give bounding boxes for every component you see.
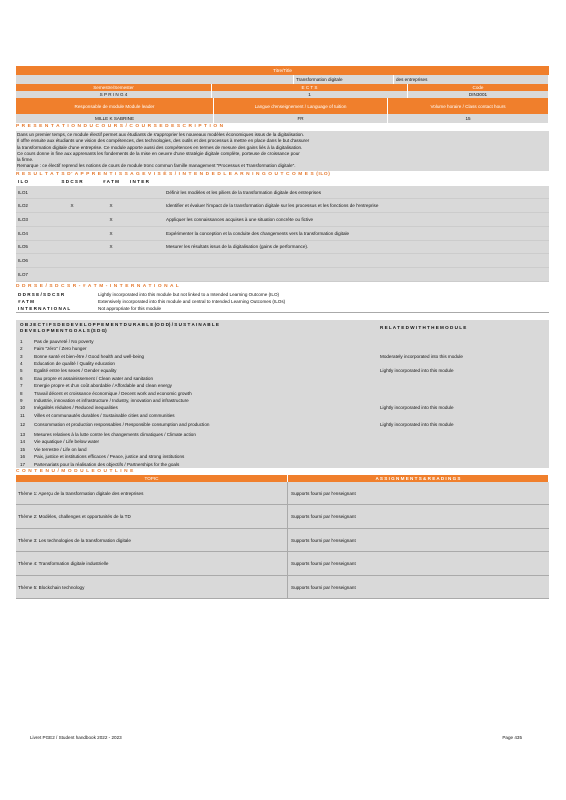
list-item: 14 Vie aquatique / Life below water: [20, 439, 100, 445]
table-row: Thème 4: Transformation digitale industrielle Supports fourni par l'enseignant: [16, 552, 549, 576]
content-header-row: [16, 475, 549, 482]
title-value-1: Transformation digitale: [294, 75, 394, 84]
list-item: 3 Bonne santé et bien-être / Good health and well-being Moderately incorporated into this module: [20, 353, 463, 359]
content-table: [16, 482, 549, 600]
volume-label: Volume horaire / Class contact hours: [388, 98, 549, 114]
content-heading: C O N T E N U / M O D U L E O U T L I N E: [16, 468, 134, 474]
table-row: ILO5 X Mesurer les résultats issus de la digitalisation (gains de performance).: [16, 241, 549, 255]
sdg-header: [16, 320, 549, 338]
title-label: Titre/Title: [273, 68, 292, 73]
legend-heading: D D R S E / S D C S R - # A T M - I N T E R N A T I O N A L: [16, 283, 180, 289]
legend-row: D D R S E / S D C S R Lightly incorporated into this module but not linked to a Intended Learning Outcome (ILO): [18, 291, 280, 297]
page-number: Page 435: [502, 735, 522, 740]
presentation-line: Dans un premier temps, ce module électif permet aux étudiants de s'approprier les nouveaux modèles économiques issus de la digitalisation.: [17, 132, 305, 137]
table-row: Thème 5: Blockchain technology Supports fourni par l'enseignant: [16, 576, 549, 600]
code-value: DIN3001: [408, 91, 549, 98]
language-label: Langue d'enseignement / Language of tuition: [214, 98, 388, 114]
presentation-line: la transformation digitale d'une entreprise. Ce module apporte aussi des compétences en termes de mesure des gains liés à la digitalisation.: [17, 144, 303, 150]
list-item: 1 Pas de pauvreté / No poverty: [20, 338, 94, 344]
ects-value: 1: [212, 91, 408, 98]
list-item: 2 Faim "zéro" / Zero hunger: [20, 346, 87, 352]
legend-row: # A T M Extensively incorporated into this module and central to Intended Learning Outcomes (ILOs): [18, 298, 286, 304]
topic-label: TOPIC: [16, 475, 288, 482]
presentation-line: Ce cours donne in fine aux apprenants les fondements de la mise en oeuvre d'une stratégie digitale complète, porteuse de croissance pour: [17, 150, 300, 156]
legend-table: [16, 291, 549, 313]
ects-label: E C T S: [212, 84, 408, 91]
footer-handbook: Livret PGE2 / Student handbook 2022 - 2023: [30, 735, 122, 740]
list-item: 4 Education de qualité / Quality education: [20, 360, 115, 366]
sdg-related-heading: R E L A T E D W I T H T H E M O D U L E: [380, 324, 467, 330]
ilo-table: [16, 186, 549, 282]
syllabus-page: [16, 66, 549, 599]
table-row: ILO6: [16, 254, 549, 268]
language-value: FR: [214, 114, 388, 123]
ilo-col-header: I L O: [18, 179, 29, 185]
table-row: ILO7: [16, 268, 549, 282]
semester-value-row: [16, 91, 549, 98]
hours-value: 15: [388, 114, 549, 123]
title-value-row: [16, 75, 549, 84]
semester-label: Semestre/Semester: [16, 84, 212, 91]
presentation-line: Il offre ensuite aux étudiants une vision des compétences, des technologies, des outils et des processus à mettre en place dans le but d'assurer: [17, 138, 310, 144]
assignments-label: A S S I G N M E N T S & R E A D I N G S: [288, 475, 549, 482]
list-item: 16 Paix, justice et institutions efficaces / Peace, justice and strong institutions: [20, 454, 185, 460]
semester-value: S P R I N G 4: [16, 91, 212, 98]
table-row: Thème 2: Modèles, challenges et opportunités de la TD Supports fourni par l'enseignant: [16, 505, 549, 529]
atm-col-header: # A T M: [103, 179, 119, 185]
list-item: 10 Inégalités réduites / Reduced inequalities Lightly incorporated into this module: [20, 405, 454, 411]
list-item: 7 Energie propre et d'un coût abordable / Affordable and clean energy: [20, 383, 172, 389]
title-value-2: des entreprises: [394, 75, 549, 84]
title-label-row: [16, 66, 549, 75]
ilo-header-row: [16, 178, 549, 186]
presentation-text: [16, 131, 549, 171]
list-item: 8 Travail décent et croissance économique / Decent work and economic growth: [20, 390, 192, 396]
sdg-heading-1: O B J E C T I F S D E D E V E L O P P E M E N T D U R A B L E (O D D) / S U S T A I N A B L E: [20, 321, 219, 327]
sdcsr-col-header: S D C S R: [61, 179, 83, 185]
table-row: ILO2 X X Identifier et évaluer l'impact de la transformation digitale sur les processus et les fonctions de l'entreprise: [16, 199, 549, 213]
code-label: Code: [408, 84, 549, 91]
list-item: 11 Villes et communautés durables / Sustainable cities and communities: [20, 412, 175, 418]
leader-value: MILLE K SABRINE: [16, 114, 214, 123]
table-row: ILO1 Définir les modèles et les piliers de la transformation digitale des entreprises: [16, 186, 549, 200]
responsable-label: Responsable de module Module leader: [16, 98, 214, 114]
table-row: Thème 1: Aperçu de la transformation digitale des entreprises Supports fourni par l'enseignant: [16, 482, 549, 506]
inter-col-header: I N T E R: [130, 179, 149, 185]
sdg-heading-2: D E V E L O P M E N T G O A L S (S D G): [20, 328, 107, 334]
leader-label-row: [16, 98, 549, 114]
list-item: 9 Industrie, innovation et infrastructure / Industry, innovation and infrastructure: [20, 397, 189, 403]
presentation-line: la firme.: [17, 157, 34, 163]
list-item: 13 Mesures relatives à la lutte contre les changements climatiques / Climate action: [20, 432, 196, 438]
list-item: 5 Egalité entre les sexes / Gender equality Lightly incorporated into this module: [20, 368, 454, 374]
table-row: ILO4 X Expérimenter la conception et la conduite des changements vers la transformation digitale: [16, 227, 549, 241]
ilo-heading: R E S U L T A T S D' A P P R E N T I S S A G E V I S É S / I N T E N D E D L E A R N I N G O U T C O M E S (ILO): [16, 171, 331, 177]
table-row: Thème 3: Les technologies de la transformation digitale Supports fourni par l'enseignant: [16, 529, 549, 553]
leader-value-row: [16, 114, 549, 123]
table-row: ILO3 X Appliquer les connaissances acquises à une situation concrète ou fictive: [16, 213, 549, 227]
presentation-line: Remarque : ce électif reprend les notions de cours de module tronc commun famille management "Processus et Transformation digitale".: [17, 163, 296, 169]
sdg-table: [16, 320, 549, 468]
list-item: 17 Partenariats pour la réalisation des objectifs / Partnerships for the goals: [20, 461, 180, 467]
list-item: 12 Consommation et production responsables / Responsible consumption and production Lightly incorporated into this module: [20, 422, 454, 428]
list-item: 15 Vie terrestre / Life on land: [20, 446, 87, 452]
page-footer: [30, 735, 522, 740]
legend-row: I N T E R N A T I O N A L Not appropriate for this module: [18, 305, 162, 311]
presentation-heading: P R E S E N T A T I O N D U C O U R S / C O U R S E D E S C R I P T I O N: [16, 124, 224, 129]
list-item: 6 Eau propre et assainissement / Clean water and sanitation: [20, 375, 153, 381]
semester-label-row: [16, 84, 549, 91]
